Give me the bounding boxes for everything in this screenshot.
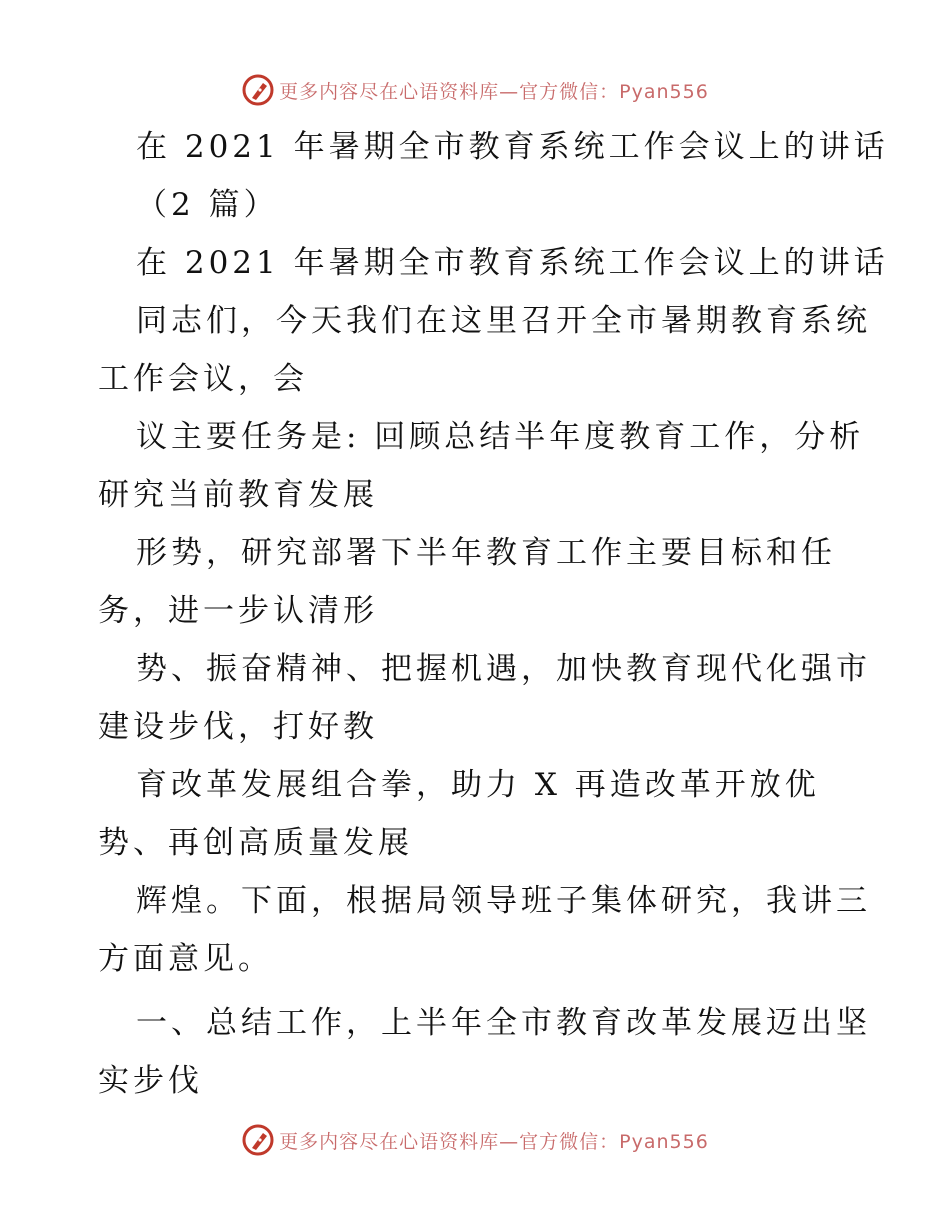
paragraph-line: 务，进一步认清形 xyxy=(98,593,378,629)
paragraph-line: 研究当前教育发展 xyxy=(98,477,378,513)
banner-text: 更多内容尽在心语资料库—官方微信：Pyan556 xyxy=(279,80,709,103)
banner-text: 更多内容尽在心语资料库—官方微信：Pyan556 xyxy=(279,1130,709,1153)
paragraph-line: 形势，研究部署下半年教育工作主要目标和任 xyxy=(136,535,836,571)
section-heading: 一、总结工作，上半年全市教育改革发展迈出坚 xyxy=(136,1005,871,1041)
document-title: 在 2021 年暑期全市教育系统工作会议上的讲话 xyxy=(136,129,889,165)
section-heading-continued: 实步伐 xyxy=(98,1063,203,1099)
footer-banner xyxy=(0,1120,950,1160)
paragraph-line: 势、振奋精神、把握机遇，加快教育现代化强市 xyxy=(136,651,871,687)
paragraph-line: 势、再创高质量发展 xyxy=(98,825,413,861)
paragraph-line: 同志们，今天我们在这里召开全市暑期教育系统 xyxy=(136,303,871,339)
paragraph-line: 辉煌。下面，根据局领导班子集体研究，我讲三 xyxy=(136,883,871,919)
document-title-count: （2 篇） xyxy=(136,187,279,223)
paragraph-line: 议主要任务是: 回顾总结半年度教育工作，分析 xyxy=(136,419,865,455)
paragraph-line: 工作会议，会 xyxy=(98,361,308,397)
paragraph-line: 建设步伐，打好教 xyxy=(98,709,378,745)
header-banner xyxy=(0,70,950,110)
speech-heading: 在 2021 年暑期全市教育系统工作会议上的讲话 xyxy=(136,245,889,281)
pen-nib-circle-icon xyxy=(241,73,275,107)
paragraph-line: 方面意见。 xyxy=(98,941,273,977)
paragraph-line: 育改革发展组合拳，助力 X 再造改革开放优 xyxy=(136,767,820,803)
pen-nib-circle-icon xyxy=(241,1123,275,1157)
